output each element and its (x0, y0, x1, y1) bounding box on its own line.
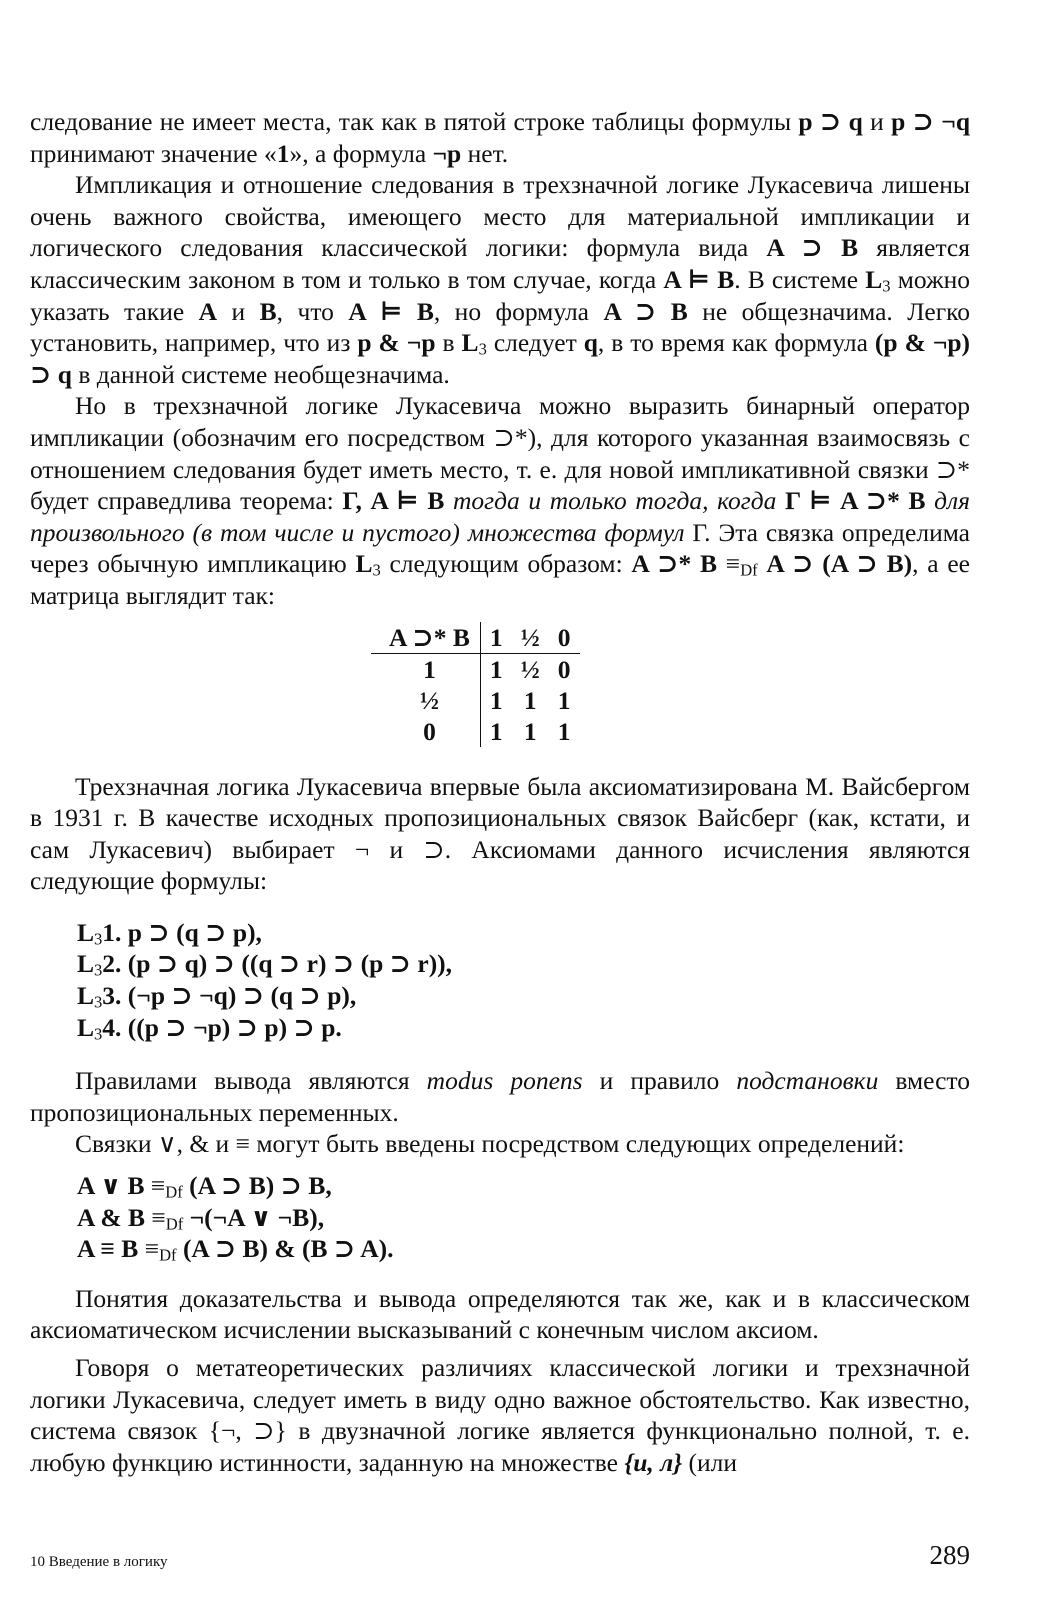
matrix-header-row (371, 622, 580, 654)
definition-rhs: (A ⊃ B) & (B ⊃ A). (182, 1234, 394, 1264)
bold-formula: B (259, 296, 277, 326)
text-run: следует (486, 328, 584, 358)
bold-formula: p ⊃ ¬q (891, 107, 971, 136)
bold-formula: Γ ⊨ A ⊃* B (785, 486, 926, 516)
axiom-number: 2. (102, 949, 122, 979)
italic-text: тогда и только тогда, когда (444, 486, 786, 516)
matrix-column-header: 0 (549, 622, 580, 654)
text-run: можно указать такие (30, 264, 970, 326)
subscript: 3 (372, 560, 381, 580)
matrix-row-label: 1 (371, 653, 480, 685)
definition-equiv: ≡ (145, 1202, 166, 1232)
axiom-item (77, 980, 970, 1012)
paragraph-6 (30, 1128, 970, 1160)
axiom-name: L (77, 917, 95, 947)
matrix-cell: 1 (489, 716, 503, 746)
axiom-formula: (¬p ⊃ ¬q) ⊃ (q ⊃ p), (127, 981, 357, 1011)
axiom-subscript: 3 (94, 960, 103, 980)
bold-italic-text: {и, л} (624, 1447, 683, 1477)
page-number: 289 (929, 1540, 970, 1570)
axiom-name: L (77, 1012, 95, 1042)
text-run: в данной системе необщезначима. (71, 359, 450, 389)
paragraph-3 (30, 390, 970, 611)
printer-signature: 10 Введение в логику (30, 1554, 168, 1570)
text-run: Связки ∨, & и ≡ могут быть введены посредством следующих определений: (75, 1129, 905, 1159)
text-run: вместо пропозициональных переменных. (30, 1066, 970, 1127)
definition-df: Df (159, 1245, 177, 1265)
matrix-row-label: ½ (371, 685, 480, 716)
text-run: в (435, 328, 462, 358)
axiom-subscript: 3 (94, 992, 103, 1012)
axiom-list (77, 917, 970, 1043)
paragraph-5 (30, 1065, 970, 1128)
bold-formula: L (461, 328, 479, 358)
bold-formula: p & ¬p (357, 328, 436, 358)
text-run: , в то время как формула (597, 328, 875, 358)
italic-text: подстановки (736, 1066, 879, 1096)
text-run: , а ее матрица выглядит так: (30, 549, 970, 610)
matrix-cell: 1 (523, 716, 537, 746)
text-run: ≡ (717, 549, 741, 579)
text-run: Импликация и отношение следования в трехзначной логике Лукасевича лишены очень важного свойства, имеющего место для материальной импликации и логического следования классической логики: формула вида (30, 170, 970, 263)
bold-formula: q (583, 328, 598, 358)
axiom-formula: p ⊃ (q ⊃ p), (127, 917, 262, 947)
paragraph-4 (30, 771, 970, 897)
matrix-row (371, 653, 580, 685)
bold-formula: A ⊃* B (631, 549, 718, 579)
definition-lhs: A ∨ B (77, 1171, 145, 1201)
axiom-formula: ((p ⊃ ¬p) ⊃ p) ⊃ p. (127, 1012, 342, 1042)
definition-item (77, 1170, 970, 1202)
axiom-item (77, 917, 970, 949)
matrix-row-label: 0 (371, 716, 480, 747)
definition-lhs: A ≡ B (77, 1234, 139, 1264)
matrix-cell: ½ (520, 654, 540, 684)
matrix-cell: 1 (523, 685, 537, 715)
text-run: , но формула (433, 296, 604, 326)
italic-text: для произвольного (в том числе и пустого) множества формул (30, 486, 971, 547)
axiom-item (77, 948, 970, 980)
text-run: и (217, 296, 260, 326)
text-run: Понятия доказательства и вывода определяются так же, как и в классическом аксиоматическом исчислении высказываний с конечным числом аксиом. (30, 1283, 970, 1345)
bold-formula: A (198, 296, 218, 326)
matrix-row (371, 685, 580, 716)
definition-lhs: A & B (77, 1202, 146, 1232)
definition-equiv: ≡ (144, 1171, 166, 1201)
matrix-cell: 0 (557, 654, 571, 684)
axiom-subscript: 3 (94, 929, 103, 949)
text-run: и (862, 107, 892, 136)
bold-formula: A ⊃ B (603, 296, 688, 326)
bold-formula: (p & ¬p) ⊃ q (30, 328, 971, 389)
text-run: (или (682, 1447, 737, 1477)
bold-formula: A ⊨ B (663, 264, 735, 294)
bold-formula: A ⊨ B (348, 296, 434, 326)
page-body (30, 106, 970, 1478)
definition-item (77, 1202, 970, 1234)
text-run: является классическим законом в том и только в том случае, когда (30, 233, 970, 294)
bold-formula: Γ, A ⊨ B (342, 486, 445, 516)
definition-rhs: ¬(¬A ∨ ¬B), (189, 1202, 325, 1232)
matrix-cell: 1 (489, 685, 503, 715)
paragraph-8 (30, 1352, 970, 1478)
axiom-formula: (p ⊃ q) ⊃ ((q ⊃ r) ⊃ (p ⊃ r)), (127, 949, 453, 979)
text-run: », а формула (289, 138, 433, 168)
paragraph-1 (30, 106, 970, 169)
subscript: 3 (882, 276, 891, 296)
matrix-row (371, 716, 580, 747)
bold-formula: 1 (276, 138, 290, 168)
text-run: Но в трехзначной логике Лукасевича можно выразить бинарный оператор импликации (обозначим его посредством ⊃*), для которого указанная взаимосвязь с отношением следования будет иметь место, т. е. для новой импликативной связки ⊃* будет справедлива теорема: (30, 391, 970, 516)
axiom-name: L (77, 981, 95, 1011)
italic-text: modus ponens (426, 1066, 583, 1096)
text-run: Трехзначная логика Лукасевича впервые была аксиоматизирована М. Вайсбергом в 1931 г. В качестве исходных пропозициональных связок Вайсберг (как, кстати, и сам Лукасевич) выбирает ¬ и ⊃. Аксиомами данного исчисления являются следующие формулы: (30, 771, 970, 896)
text-run: и правило (582, 1066, 737, 1096)
matrix-cell: 1 (557, 716, 571, 746)
text-run: не общезначима. Легко установить, например, что из (30, 296, 970, 358)
matrix-cell: 1 (557, 685, 571, 715)
text-run: следование не имеет места, так как в пятой строке таблицы формулы (30, 107, 799, 136)
bold-formula: A ⊃ (A ⊃ B) (766, 549, 913, 579)
text-run: следующим образом: (380, 549, 632, 579)
text-run: . В системе (734, 264, 866, 294)
subscript: 3 (478, 339, 487, 359)
definition-list (77, 1170, 970, 1265)
text-run: Правилами вывода являются (75, 1066, 427, 1096)
definition-item (77, 1233, 970, 1265)
text-run: Γ. Эта связка определима через обычную импликацию (30, 517, 970, 579)
text-run: нет. (461, 138, 509, 168)
axiom-item (77, 1012, 970, 1044)
text-run: , что (276, 296, 349, 326)
definition-equiv: ≡ (138, 1234, 160, 1264)
definition-df: Df (165, 1213, 184, 1233)
matrix-column-header: 1 (480, 622, 511, 654)
definition-df: Df (165, 1182, 183, 1202)
bold-formula: L (865, 264, 883, 294)
paragraph-2 (30, 169, 970, 390)
definition-rhs: (A ⊃ B) ⊃ B, (189, 1171, 332, 1201)
bold-formula: L (355, 549, 373, 579)
implication-matrix (371, 622, 580, 747)
axiom-subscript: 3 (94, 1023, 103, 1043)
axiom-number: 3. (102, 981, 122, 1011)
text-run: Говоря о метатеоретических различиях классической логики и трехзначной логики Лукасевича, следует иметь в виду одно важное обстоятельство. Как известно, система связок {¬, ⊃} в двузначной логике является функционально полной, т. е. любую функцию истинности, заданную на множестве (30, 1353, 970, 1477)
text-run: принимают значение « (30, 138, 277, 168)
axiom-name: L (77, 949, 95, 979)
bold-formula: A ⊃ B (766, 233, 859, 263)
paragraph-7 (30, 1283, 970, 1346)
matrix-cell: 1 (489, 654, 503, 684)
subscript: Df (740, 560, 758, 580)
axiom-number: 1. (102, 917, 122, 947)
bold-formula: p ⊃ q (798, 107, 863, 136)
axiom-number: 4. (102, 1012, 122, 1042)
bold-formula: ¬p (432, 138, 462, 168)
matrix-corner-label: A ⊃* B (371, 622, 480, 654)
matrix-column-header: ½ (512, 622, 549, 654)
